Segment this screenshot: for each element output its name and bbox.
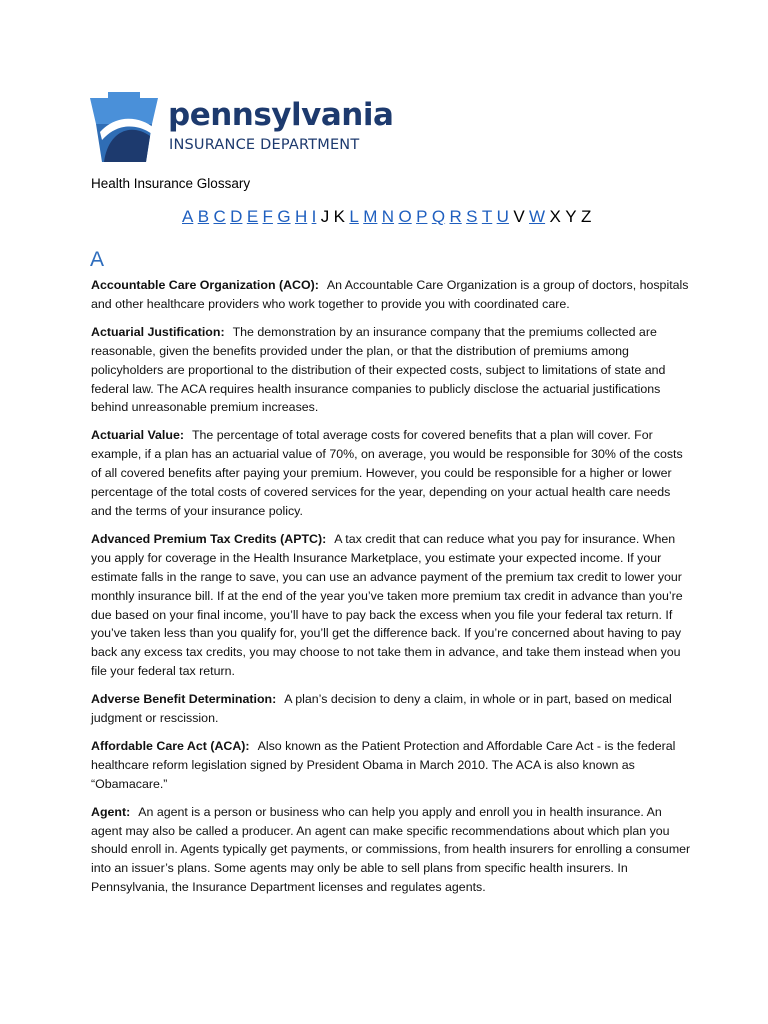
alphabet-letter-f[interactable] <box>263 207 273 227</box>
alphabet-link-u[interactable]: U <box>496 207 509 226</box>
glossary-definition: An Accountable Care Organization is a group of doctors, hospitals and other healthcare providers who work together to provide you with coordinated care. <box>91 278 689 311</box>
alphabet-link-t[interactable]: T <box>481 207 493 226</box>
alphabet-letter-d[interactable] <box>230 207 242 227</box>
glossary-entry <box>91 530 691 681</box>
alphabet-link-f[interactable]: F <box>262 207 273 226</box>
brand-name: pennsylvania <box>168 97 394 133</box>
glossary-definition: The demonstration by an insurance company that the premiums collected are reasonable, given the benefits provided under the plan, or that the distribution of premiums among policyholders are proportional to the distribution of their expected costs, subject to limitations of state and federal law. The ACA requires health insurance companies to publicly disclose the actuarial justifications behind unreasonable premium increases. <box>91 324 666 415</box>
department-name: INSURANCE DEPARTMENT <box>169 137 360 153</box>
alphabet-letter-e[interactable] <box>247 207 258 227</box>
alphabet-link-c[interactable]: C <box>213 207 226 226</box>
keystone-logo-icon <box>90 92 164 164</box>
alphabet-link-w[interactable]: W <box>529 207 546 226</box>
alphabet-letter-a[interactable] <box>182 207 193 227</box>
alphabet-link-r[interactable]: R <box>449 207 462 226</box>
alphabet-link-g[interactable]: G <box>277 207 291 226</box>
glossary-definition: Also known as the Patient Protection and Affordable Care Act - is the federal healthcare reform legislation signed by President Obama in March 2010. The ACA is also known as “Obamacare.” <box>91 738 676 791</box>
glossary-definition: An agent is a person or business who can help you apply and enroll you in health insurance. An agent may also be called a producer. An agent can make specific recommendations about which plan you should enroll in. Agents typically get payments, or commissions, from health insurers for enrolling a consumer into an issuer’s plans. Some agents may only be able to sell plans from specific health insurers. In Pennsylvania, the Insurance Department licenses and regulates agents. <box>91 804 691 895</box>
glossary-term: Agent: <box>91 804 131 819</box>
alphabet-letter-k: K <box>333 207 345 226</box>
alphabet-link-n[interactable]: N <box>381 207 395 226</box>
alphabet-letter-w[interactable] <box>529 207 545 227</box>
alphabet-link-m[interactable]: M <box>363 207 378 226</box>
alphabet-letter-c[interactable] <box>213 207 225 227</box>
glossary-term: Adverse Benefit Determination: <box>91 692 277 707</box>
alphabet-letter-r[interactable] <box>449 207 461 227</box>
alphabet-letter-h[interactable] <box>295 207 307 227</box>
glossary-entry <box>91 690 691 728</box>
alphabet-link-o[interactable]: O <box>398 207 412 226</box>
glossary-term: Actuarial Justification: <box>91 324 225 339</box>
glossary-definition: A plan’s decision to deny a claim, in whole or in part, based on medical judgment or rescission. <box>91 692 672 726</box>
alphabet-letter-g[interactable] <box>277 207 290 227</box>
section-heading: A <box>90 248 105 271</box>
alphabet-letter-z: Z <box>580 207 592 226</box>
glossary-term: Actuarial Value: <box>91 428 184 443</box>
alphabet-letter-s[interactable] <box>466 207 477 227</box>
alphabet-letter-b[interactable] <box>198 207 209 227</box>
alphabet-link-d[interactable]: D <box>230 207 243 226</box>
glossary-entry <box>91 737 691 794</box>
alphabet-letter-y: Y <box>565 207 577 226</box>
alphabet-letter-x: X <box>549 207 561 226</box>
glossary-definition: A tax credit that can reduce what you pay for insurance. When you apply for coverage in the Health Insurance Marketplace, you estimate your expected income. If your estimate falls in the range to save, you can use an advance payment of the premium tax credit to lower your monthly insurance bill. If at the end of the year you’ve taken more premium tax credit in advance than you’re due based on your final income, you’ll have to pay back the excess when you file your federal tax return. If you’ve taken less than you qualify for, you’ll get the difference back. If you’re concerned about having to pay back any excess tax credits, you may choose to not take them in advance, and take them instead when you file your federal tax return. <box>91 531 683 679</box>
glossary-entry <box>91 426 691 521</box>
alphabet-letter-q[interactable] <box>432 207 445 227</box>
alphabet-link-e[interactable]: E <box>246 207 259 226</box>
glossary-term: Accountable Care Organization (ACO): <box>91 278 319 292</box>
alphabet-letter-n[interactable] <box>382 207 394 227</box>
alphabet-letter-v: V <box>513 207 525 226</box>
alphabet-letter-i[interactable] <box>312 207 317 227</box>
alphabet-link-l[interactable]: L <box>349 207 359 226</box>
alphabet-link-p[interactable]: P <box>416 207 428 226</box>
alphabet-letter-t[interactable] <box>482 207 492 227</box>
glossary-entries <box>91 276 691 906</box>
alphabet-link-h[interactable]: H <box>294 207 308 226</box>
pid-logo <box>90 92 394 164</box>
glossary-definition: The percentage of total average costs for covered benefits that a plan will cover. For example, if a plan has an actuarial value of 70%, on average, you would be responsible for 30% of the costs of all covered benefits after paying your premium. However, you could be responsible for a higher or lower percentage of the total costs of covered services for the year, depending on your actual health care needs and the terms of your insurance policy. <box>91 428 683 518</box>
alphabet-letter-o[interactable] <box>398 207 411 227</box>
alphabet-link-a[interactable]: A <box>182 207 194 226</box>
alphabet-letter-j: J <box>320 207 330 226</box>
alphabet-letter-p[interactable] <box>416 207 427 227</box>
alphabet-letter-m[interactable] <box>363 207 377 227</box>
alphabet-link-s[interactable]: S <box>466 207 478 226</box>
alphabet-index <box>182 207 596 227</box>
alphabet-letter-u[interactable] <box>497 207 509 227</box>
glossary-entry <box>91 276 691 314</box>
document-title: Health Insurance Glossary <box>91 176 251 191</box>
glossary-entry <box>91 323 691 418</box>
alphabet-link-q[interactable]: Q <box>431 207 446 226</box>
glossary-entry <box>91 803 691 898</box>
alphabet-link-i[interactable]: I <box>311 207 317 226</box>
alphabet-letter-l[interactable] <box>349 207 358 227</box>
glossary-term: Advanced Premium Tax Credits (APTC): <box>91 531 327 546</box>
glossary-term: Affordable Care Act (ACA): <box>91 738 250 753</box>
alphabet-link-b[interactable]: B <box>197 207 210 226</box>
